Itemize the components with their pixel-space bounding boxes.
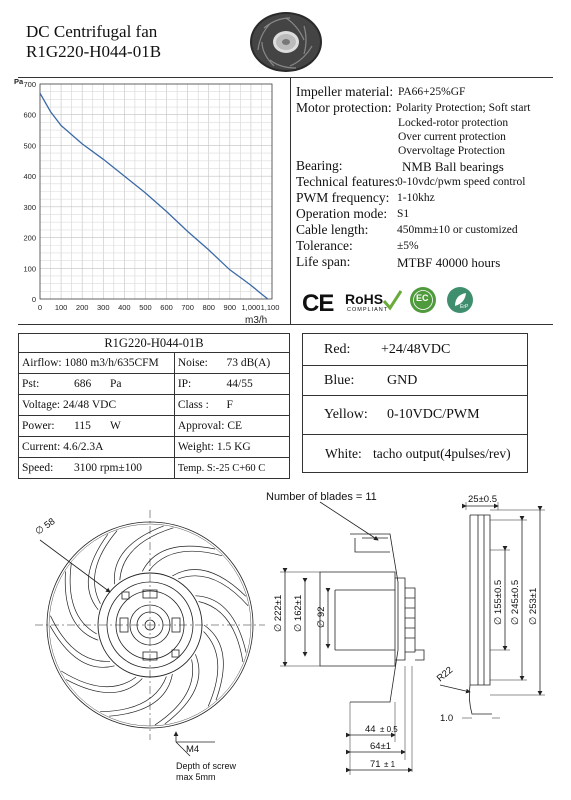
performance-chart [0,76,290,328]
impeller-blade-edge [70,563,97,634]
impeller-blade-edge [149,551,222,571]
table-cell: Pst: [19,374,72,395]
x-tick-label: 500 [139,303,152,312]
wire-yellow [302,395,528,435]
dim-253: ∅ 253±1 [528,587,539,625]
wire-value: +24/48VDC [381,342,451,357]
x-tick-label: 1,000 [241,303,261,312]
spec-label: Bearing: [296,158,343,173]
wire-blue [302,365,528,396]
product-type: DC Centrifugal fan [26,22,158,41]
dim-71: 71 [370,759,381,770]
table-cell: Approval: CE [174,416,289,437]
table-cell: W [107,416,174,437]
x-tick-label: 200 [75,303,89,312]
screw-depth-label: Depth of screw [176,761,237,771]
blade-count-label: Number of blades = 11 [266,491,377,503]
wire-value: GND [387,373,418,388]
x-unit-label: m3/h [245,315,268,326]
frame-divider [290,77,291,324]
table-cell: 3100 rpm±100 [71,458,174,479]
table-cell: Weight: 1.5 KG [174,437,289,458]
y-tick-label: 300 [23,202,36,212]
wire-label: Yellow: [324,407,368,422]
technical-drawing [0,480,571,798]
dim-245: ∅ 245±0.5 [510,579,521,625]
table-cell: 73 dB(A) [224,353,290,374]
impeller-blade-edge [204,632,218,707]
wire-label: Red: [324,342,351,357]
x-tick-label: 700 [181,303,194,312]
table-cell: Airflow: 1080 m3/h/635CFM [19,353,175,374]
spec-value: Over current protection [398,131,506,143]
front-view [35,510,265,756]
spec-label: Tolerance: [296,238,353,253]
x-tick-label: 1,100 [260,303,280,312]
dim-64: 64±1 [370,741,392,752]
spec-value: ±5% [397,240,419,252]
wire-label: White: [325,446,362,461]
spec-value: 0-10vdc/pwm speed control [397,176,526,188]
x-tick-label: 400 [118,303,131,312]
impeller-blade-edge [94,531,117,604]
table-cell: Voltage: 24/48 VDC [19,395,175,416]
impeller-blade [204,625,223,700]
chart-grid [40,84,272,299]
table-cell: F [224,395,290,416]
table-cell: Temp. S:-25 C+60 C [174,458,289,479]
screw-thread-label: M4 [186,744,200,755]
dim-92: ∅ 92 [316,606,327,628]
check-icon [382,289,402,311]
model-number: R1G220-H044-01B [26,42,162,61]
impeller-blade [142,546,215,571]
table-cell: Pa [107,374,174,395]
screw-depth-max-label: max 5mm [176,772,216,782]
x-tick-label: 300 [97,303,110,312]
impeller-blade-edge [61,671,136,687]
wire-red [302,333,528,366]
table-cell: 686 [71,374,107,395]
spec-value: NMB Ball bearings [402,159,504,174]
spec-value: Locked-rotor protection [398,117,509,129]
spec-label: Cable length: [296,222,369,237]
y-unit-label: Pa [14,77,24,86]
wire-label: Blue: [324,373,355,388]
wire-white [302,434,528,473]
y-tick-label: 600 [23,110,36,120]
wire-value: 0-10VDC/PWM [387,407,480,422]
thickness-label: 1.0 [440,713,454,724]
impeller-blade-edge [100,677,166,712]
fan-photo [246,6,326,76]
spec-value: 450mm±10 or customized [397,224,518,236]
erp-badge-label: ErP [460,304,469,310]
table-cell: Noise: [174,353,223,374]
dim-155: ∅ 155±0.5 [493,579,504,625]
y-tick-label: 100 [23,264,36,274]
table-cell: 115 [71,416,107,437]
spec-value: MTBF 40000 hours [397,255,501,270]
spec-value: 1-10khz [397,192,435,204]
dim-44: 44 [365,724,376,735]
ec-badge-label: EC [416,293,429,303]
ce-mark: CE [302,290,334,317]
spec-value: Overvoltage Protection [398,145,505,157]
x-tick-label: 800 [202,303,215,312]
dim-222: ∅ 222±1 [273,594,284,632]
wire-value: tacho output(4pulses/rev) [373,446,511,461]
spec-label: Impeller material: [296,84,394,99]
spec-label: Operation mode: [296,206,388,221]
spec-value: Polarity Protection; Soft start [396,102,531,114]
table-cell: Speed: [19,458,72,479]
y-tick-label: 0 [31,295,36,304]
impeller-blade-edge [199,602,243,663]
y-tick-label: 200 [23,233,36,243]
radius-label: R22 [434,664,456,685]
spec-label: Technical features: [296,174,399,189]
spec-label: Life span: [296,254,351,269]
hub-diameter-label: ∅ 58 [33,516,58,538]
impeller-blade-edge [120,528,174,580]
table-title: R1G220-H044-01B [19,334,290,353]
rohs-mark: RoHS [345,291,384,307]
y-tick-label: 400 [23,172,36,182]
table-cell: IP: [174,374,223,395]
dim-162: ∅ 162±1 [293,594,304,632]
dim-44-tolerance: ± 0.5 [380,725,398,734]
impeller-blade-edge [50,616,110,662]
dim-71-tolerance: ± 1 [384,760,396,769]
impeller-blade [172,570,245,597]
x-tick-label: 900 [223,303,237,312]
side-view [280,502,424,775]
y-tick-label: 700 [23,80,36,89]
x-tick-label: 100 [54,303,68,312]
rohs-compliant-label: COMPLIANT [347,307,389,313]
table-cell: Current: 4.6/2.3A [19,437,175,458]
spec-label: Motor protection: [296,100,392,115]
spec-label: PWM frequency: [296,190,390,205]
dim-25: 25±0.5 [468,494,497,505]
spec-value: S1 [397,208,410,220]
y-tick-label: 500 [23,141,36,151]
spec-table [18,333,290,479]
table-cell: Power: [19,416,72,437]
table-cell: Class : [174,395,223,416]
x-tick-label: 600 [160,303,173,312]
spec-value: PA66+25%GF [398,86,466,98]
x-tick-label: 0 [37,303,43,312]
table-cell: 44/55 [224,374,290,395]
impeller-blade-edge [155,659,193,725]
